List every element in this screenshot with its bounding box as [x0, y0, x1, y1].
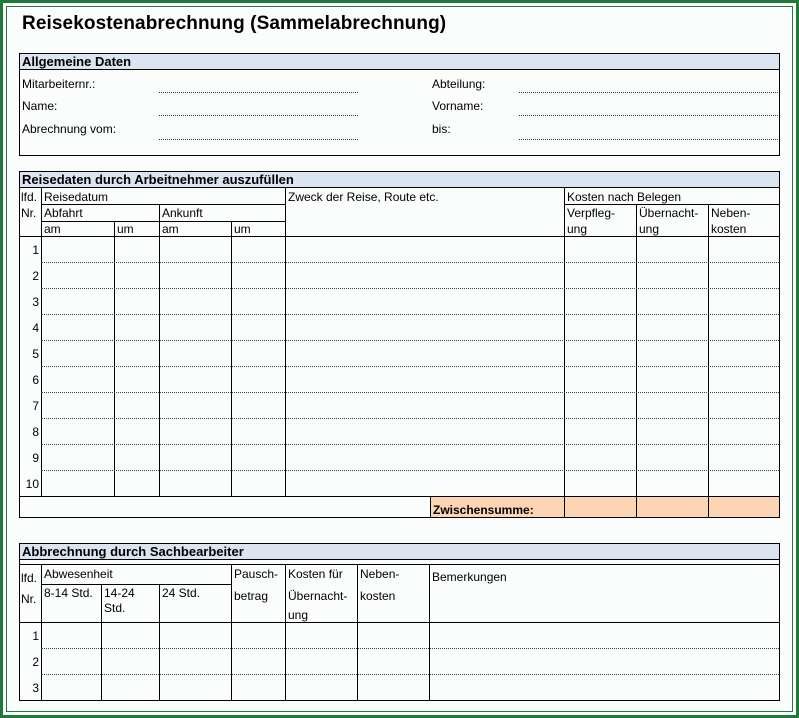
subtotal-label: Zwischensumme:: [433, 503, 534, 517]
travel-col-purpose-sep: [564, 188, 565, 518]
travel-hdr-line1: [41, 204, 285, 205]
departure-label: Abfahrt: [44, 206, 83, 220]
travel-row-divider: [41, 340, 779, 341]
travel-box-bottom: [19, 517, 780, 518]
travel-lfd-label: lfd.: [21, 190, 38, 204]
clerk-hdr-top: [19, 564, 780, 565]
clerk-col-absence-sep: [231, 564, 232, 700]
travel-row-divider: [41, 392, 779, 393]
meals-label-1: Verpfleg-: [567, 206, 616, 220]
travel-row-divider: [41, 470, 779, 471]
travel-hdr-line3: [19, 236, 780, 237]
clerk-col-lump-sep: [285, 564, 286, 700]
general-box-right: [779, 70, 780, 156]
other-label-2: kosten: [711, 222, 747, 236]
department-label: Abteilung:: [432, 77, 486, 91]
clerk-row-number: 2: [32, 655, 39, 669]
travel-row-divider: [41, 288, 779, 289]
lodging-label-2: ung: [639, 222, 660, 236]
clerk-other-label-1: Neben-: [360, 567, 400, 581]
subtotal-meals-cell[interactable]: [566, 498, 635, 516]
clerk-row-divider: [41, 648, 779, 649]
department-field[interactable]: [519, 92, 778, 93]
absence-label: Abwesenheit: [44, 567, 113, 581]
travel-row-number: 3: [32, 295, 39, 309]
clerk-col-lodging-sep: [357, 564, 358, 700]
until-field[interactable]: [519, 139, 778, 140]
clerk-nr-label: Nr.: [21, 592, 37, 606]
clerk-row-divider: [41, 674, 779, 675]
clerk-col-1424-sep: [159, 584, 160, 700]
travel-section-header: Reisedaten durch Arbeitnehmer auszufüllen: [19, 171, 780, 188]
purpose-label: Zweck der Reise, Route etc.: [288, 190, 439, 204]
clerk-hdr-line1: [41, 584, 231, 585]
travel-row-number: 10: [25, 477, 39, 491]
other-label-1: Neben-: [711, 206, 751, 220]
travel-row-number: 8: [32, 425, 39, 439]
clerk-col-814-sep: [101, 584, 102, 700]
billing-from-field[interactable]: [159, 139, 358, 140]
clerk-box-bottom: [19, 700, 780, 701]
clerk-row-number: 1: [32, 629, 39, 643]
clerk-lodging-label-1: Kosten für: [288, 567, 343, 581]
h8-14-label: 8-14 Std.: [44, 586, 93, 600]
travel-row-divider: [41, 418, 779, 419]
subtotal-sep-3: [708, 496, 709, 518]
travel-col-dep-sep: [159, 204, 160, 496]
lump-label-1: Pausch-: [234, 567, 279, 581]
clerk-lodging-label-2: Übernacht-: [288, 589, 348, 603]
h24-label: 24 Std.: [162, 586, 201, 600]
clerk-section-header: Abbrechnung durch Sachbearbeiter: [19, 543, 780, 560]
employee-no-label: Mitarbeiternr.:: [22, 77, 96, 91]
until-label: bis:: [432, 122, 451, 136]
employee-no-field[interactable]: [159, 92, 358, 93]
general-box-bottom: [19, 155, 780, 156]
clerk-other-label-2: kosten: [360, 589, 396, 603]
arrival-label: Ankunft: [162, 206, 203, 220]
travel-nr-label: Nr.: [21, 206, 37, 220]
arr-time-label: um: [234, 222, 251, 236]
costs-header-label: Kosten nach Belegen: [567, 190, 682, 204]
travel-col-date-sep: [285, 188, 286, 496]
clerk-lodging-label-3: ung: [288, 608, 309, 622]
travel-col-lfd-sep: [41, 188, 42, 496]
clerk-row-number: 3: [32, 681, 39, 695]
subtotal-other-cell[interactable]: [710, 498, 778, 516]
subtotal-lodging-cell[interactable]: [638, 498, 707, 516]
travel-row-number: 6: [32, 373, 39, 387]
subtotal-sep-2: [636, 496, 637, 518]
travel-hdr-line1b: [564, 204, 779, 205]
travel-row-number: 7: [32, 399, 39, 413]
travel-date-label: Reisedatum: [44, 190, 109, 204]
clerk-lfd-label: lfd.: [21, 571, 38, 585]
subtotal-sep-1: [564, 496, 565, 518]
travel-row-number: 4: [32, 321, 39, 335]
name-label: Name:: [22, 99, 58, 113]
general-box-left: [19, 70, 20, 156]
form-title: Reisekostenabrechnung (Sammelabrechnung): [22, 13, 447, 34]
general-section-header: Allgemeine Daten: [19, 53, 780, 70]
h14-24-label-1: 14-24: [104, 586, 135, 600]
clerk-col-other-sep: [429, 564, 430, 700]
travel-row-divider: [41, 444, 779, 445]
travel-row-number: 1: [32, 243, 39, 257]
meals-label-2: ung: [567, 222, 588, 236]
first-name-label: Vorname:: [432, 99, 484, 113]
travel-row-number: 9: [32, 451, 39, 465]
dep-date-label: am: [44, 222, 61, 236]
arr-date-label: am: [162, 222, 179, 236]
billing-from-label: Abrechnung vom:: [22, 122, 117, 136]
clerk-hdr-bottom: [19, 622, 780, 623]
name-field[interactable]: [159, 115, 358, 116]
travel-box-right: [779, 188, 780, 518]
travel-row-divider: [41, 366, 779, 367]
lodging-label-1: Übernacht-: [639, 206, 699, 220]
travel-row-number: 5: [32, 347, 39, 361]
subtotal-label-sep: [430, 496, 431, 517]
h14-24-label-2: Std.: [104, 601, 126, 615]
remarks-label: Bemerkungen: [432, 570, 507, 584]
dep-time-label: um: [117, 222, 134, 236]
lump-label-2: betrag: [234, 589, 269, 603]
travel-row-divider: [41, 262, 779, 263]
clerk-box-right: [779, 560, 780, 701]
travel-row-number: 2: [32, 269, 39, 283]
travel-row-divider: [41, 314, 779, 315]
first-name-field[interactable]: [519, 115, 778, 116]
